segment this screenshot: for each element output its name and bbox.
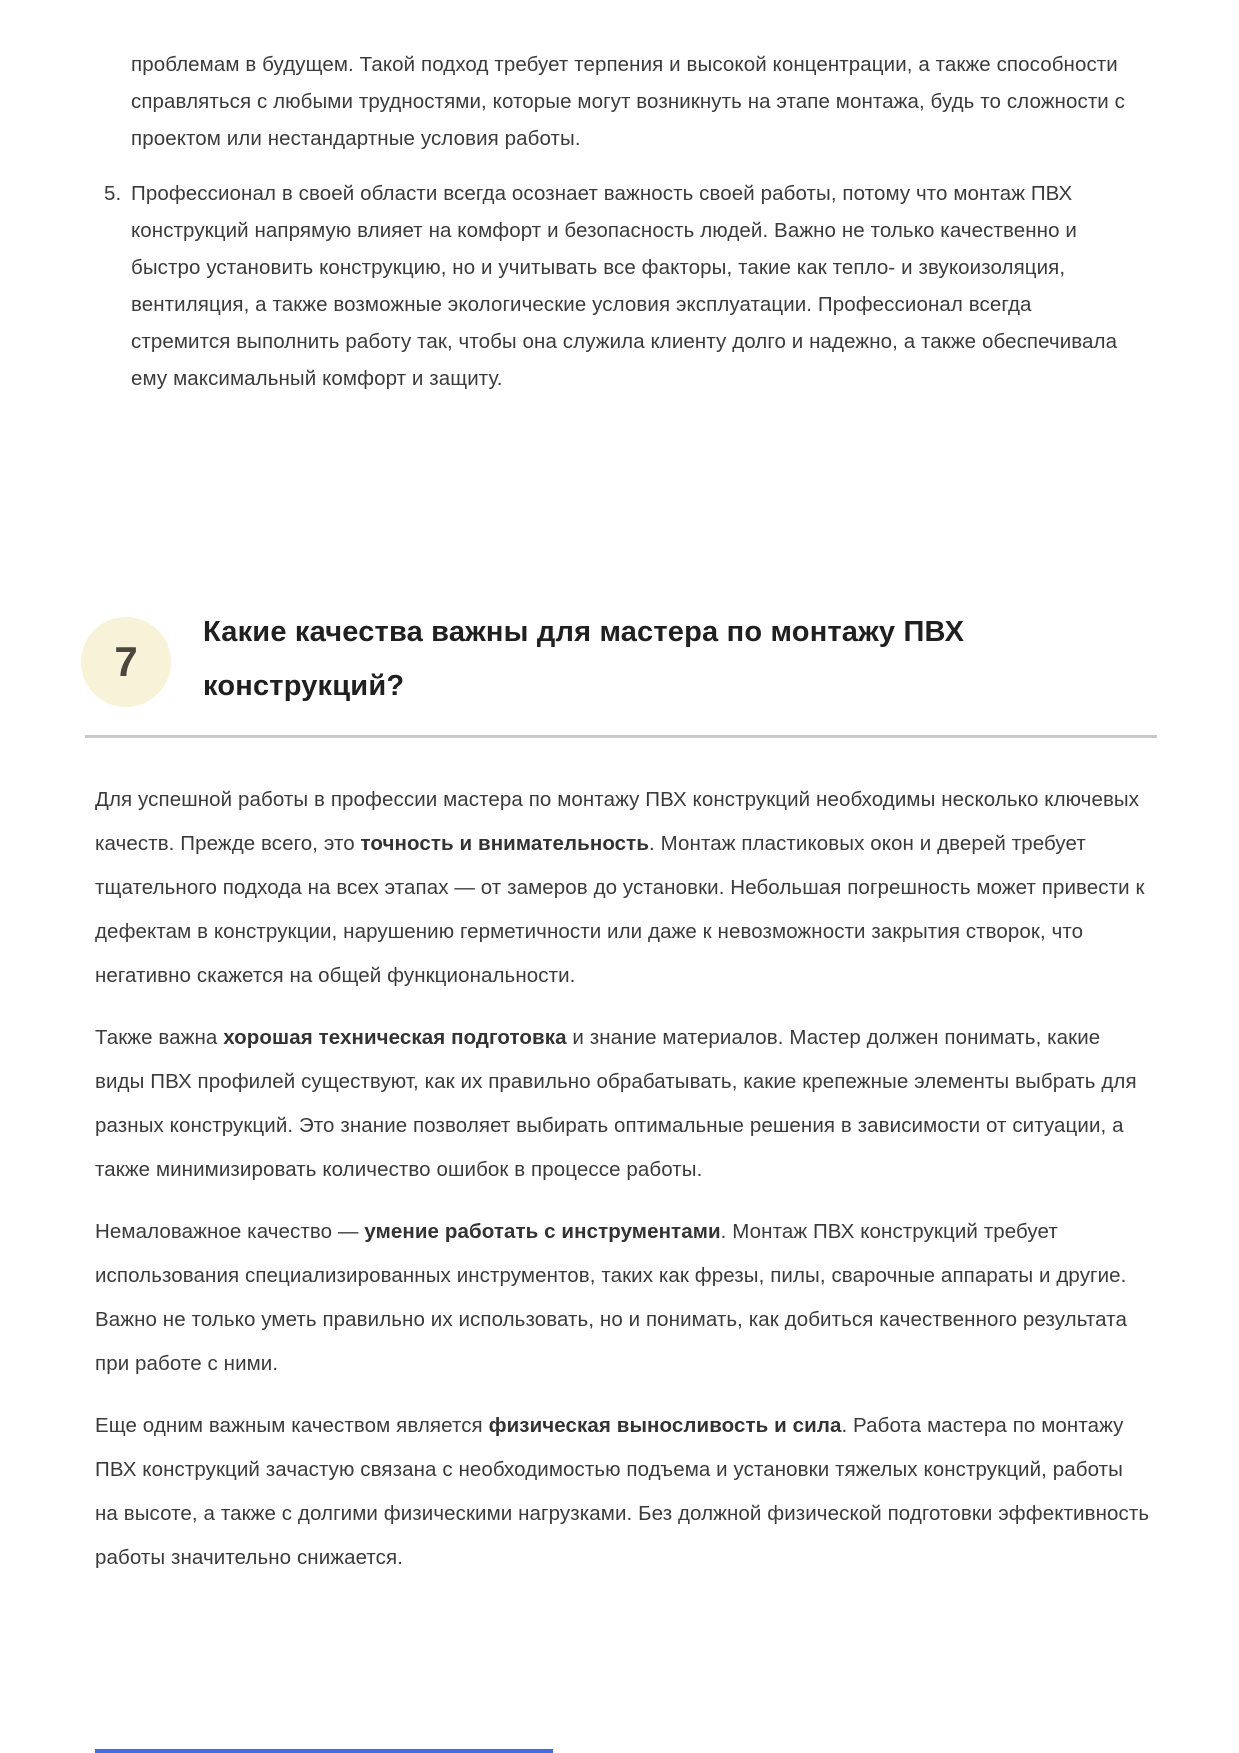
body-paragraph-3: [95, 1210, 1150, 1386]
bold-phrase: умение работать с инструментами: [364, 1220, 721, 1243]
section-number-badge: [81, 617, 171, 707]
cut-off-next-element: [95, 1749, 553, 1753]
paragraph-text: . Монтаж пластиковых окон и дверей требует тщательного подхода на всех этапах — от замеров до установки. Небольшая погрешность может привести к дефектам в конструкции, нарушению герметичности или даже к невозможности закрытия створок, что негативно скажется на общей функциональности.: [95, 832, 1145, 987]
paragraph-continuation: проблемам в будущем. Такой подход требует терпения и высокой концентрации, а также способности справляться с любыми трудностями, которые могут возникнуть на этапе монтажа, будь то сложности с проектом или нестандартные условия работы.: [131, 53, 1125, 150]
list-item-marker: 5.: [104, 182, 122, 205]
section-number: 7: [114, 638, 138, 685]
list-item-text: Профессионал в своей области всегда осознает важность своей работы, потому что монтаж ПВХ конструкций напрямую влияет на комфорт и безопасность людей. Важно не только качественно и быстро установить конструкцию, но и учитывать все факторы, такие как тепло- и звукоизоляция, вентиляция, а также возможные экологические условия эксплуатации. Профессионал всегда стремится выполнить работу так, чтобы она служила клиенту долго и надежно, а также обеспечивала ему максимальный комфорт и защиту.: [131, 182, 1118, 390]
paragraph-text: . Работа мастера по монтажу ПВХ конструкций зачастую связана с необходимостью подъема и установки тяжелых конструкций, работы на высоте, а также с долгими физическими нагрузками. Без должной физической подготовки эффективность работы значительно снижается.: [95, 1414, 1150, 1569]
section-header: [95, 605, 1161, 713]
body-paragraph-1: [95, 778, 1150, 998]
body-paragraph-4: [95, 1404, 1150, 1580]
paragraph-text: Также важна: [95, 1026, 224, 1049]
body-paragraph-2: [95, 1016, 1150, 1192]
list-item-5: [95, 175, 1135, 397]
section-title: Какие качества важны для мастера по монтажу ПВХ конструкций?: [203, 616, 965, 702]
bold-phrase: точность и внимательность: [360, 832, 650, 855]
paragraph-text: . Монтаж ПВХ конструкций требует использования специализированных инструментов, таких как фрезы, пилы, сварочные аппараты и другие. Важно не только уметь правильно их использовать, но и понимать, как добиться качественного результата при работе с ними.: [95, 1220, 1127, 1375]
bold-phrase: физическая выносливость и сила: [488, 1414, 842, 1437]
paragraph-text: Еще одним важным качеством является: [95, 1414, 489, 1437]
paragraph-text: и знание материалов. Мастер должен понимать, какие виды ПВХ профилей существуют, как их правильно обрабатывать, какие крепежные элементы выбрать для разных конструкций. Это знание позволяет выбирать оптимальные решения в зависимости от ситуации, а также минимизировать количество ошибок в процессе работы.: [95, 1026, 1137, 1181]
section-divider: [85, 735, 1157, 738]
paragraph-text: Для успешной работы в профессии мастера по монтажу ПВХ конструкций необходимы несколько ключевых качеств. Прежде всего, это: [95, 788, 1140, 855]
paragraph-text: Немаловажное качество —: [95, 1220, 365, 1243]
bold-phrase: хорошая техническая подготовка: [223, 1026, 567, 1049]
